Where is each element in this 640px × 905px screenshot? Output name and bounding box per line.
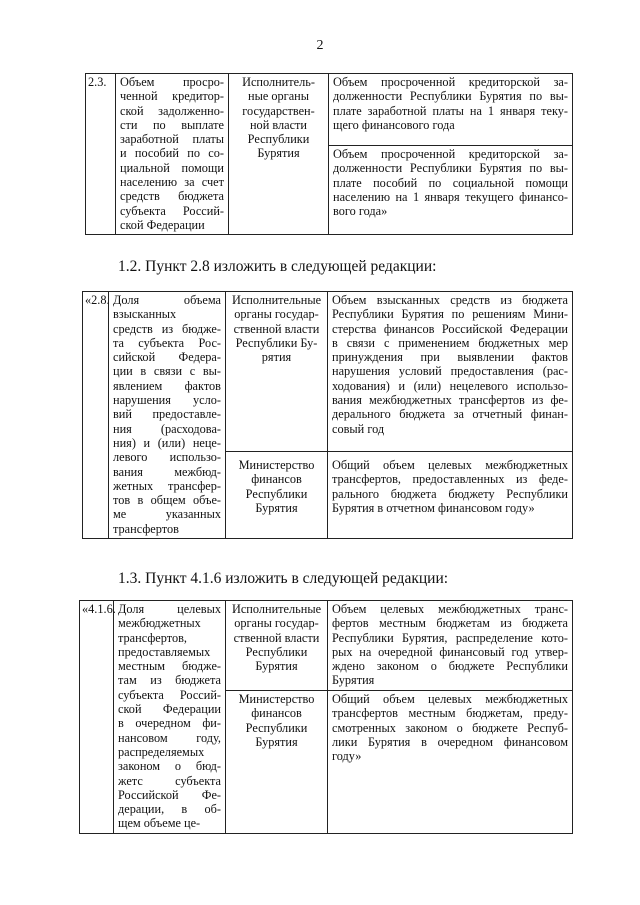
indicator-description: [329, 74, 573, 146]
text-line: Исполнительные: [231, 602, 322, 616]
text-line: вого года»: [333, 204, 388, 219]
text-line: Объем взысканных средств из бюджета: [332, 293, 568, 307]
text-line: в очередном фи-: [118, 716, 221, 731]
text-line: дерального бюджета за отчетный финан-: [332, 407, 568, 422]
text-line: финансов: [251, 472, 302, 487]
text-line: Республики Бурятия, распределение кото-: [332, 630, 568, 645]
text-line: в связи с применением бюджетных мер: [332, 335, 568, 350]
text-line: ской Федерации: [120, 217, 205, 232]
text-line: Исполнительные: [231, 293, 322, 307]
text-line: вания межбюд-: [113, 464, 221, 479]
text-line: щего финансового года: [333, 117, 455, 132]
section-heading: 1.2. Пункт 2.8 изложить в следующей редакции:: [118, 258, 437, 275]
text-line: Бурятия: [255, 734, 298, 749]
text-line: Бурятия: [257, 146, 300, 161]
text-line: ния (расходова-: [113, 421, 221, 436]
indicator-name: [114, 601, 226, 834]
table-item-4-1-6: [79, 600, 573, 834]
text-line: циальной помощи: [120, 160, 224, 175]
text-line: Объем просроченной кредиторской за-: [333, 147, 568, 162]
indicator-description: [328, 601, 573, 691]
text-line: лики Бурятия в очередном финансовом: [332, 734, 568, 749]
text-line: левого использо-: [113, 450, 221, 465]
text-line: смотренных законом о бюджете Респуб-: [332, 720, 568, 735]
text-line: межбюджетных: [118, 616, 201, 631]
page-number: 2: [316, 38, 324, 53]
text-line: Объем просроченной кредиторской за-: [333, 75, 568, 89]
text-line: взысканных: [113, 307, 177, 322]
text-line: ственной власти: [233, 630, 320, 645]
text-line: сти по выплате: [120, 117, 224, 132]
responsible-org: [226, 292, 328, 452]
text-line: та субъекта Рос-: [113, 335, 221, 350]
text-line: предоставляемых: [118, 644, 211, 659]
text-line: Российской Фе-: [118, 787, 221, 802]
indicator-name: [109, 292, 226, 539]
text-line: ственной власти: [233, 321, 320, 336]
text-line: субъекта Россий-: [120, 203, 224, 218]
text-line: ждено законом о бюджете Республики: [332, 659, 568, 674]
text-line: трансфертов: [113, 521, 179, 536]
text-line: Бурятия: [255, 500, 298, 515]
text-line: долженности Республики Бурятия по вы-: [333, 161, 568, 176]
text-line: ходования) и (или) нецелевого использо-: [332, 378, 568, 393]
text-line: и пособий по со-: [120, 146, 224, 161]
text-line: ченной кредитор-: [120, 89, 224, 104]
text-line: дерации, в об-: [118, 802, 221, 817]
text-line: распределяемых: [118, 744, 205, 759]
text-line: средств бюджета: [120, 189, 224, 204]
text-line: ния) и (или) неце-: [113, 435, 221, 450]
text-line: ные органы: [247, 89, 310, 104]
text-line: Исполнитель-: [242, 75, 315, 89]
item-number: [83, 292, 109, 539]
text-line: сийской Федера-: [113, 350, 221, 365]
table-item-2-3: [85, 73, 573, 235]
text-line: вания межбюджетных трансфертов из фе-: [332, 393, 568, 408]
text-line: жетных трансфер-: [113, 478, 221, 493]
indicator-description: [329, 146, 573, 235]
indicator-description: [328, 292, 573, 452]
text-line: нарушения условий предоставления (рас-: [332, 364, 568, 379]
text-line: органы государ-: [234, 616, 319, 631]
text-line: «4.1.6.: [82, 602, 116, 616]
text-line: трансфертов,: [118, 630, 187, 645]
text-line: Объем целевых межбюджетных транс-: [332, 602, 568, 616]
text-line: фертов местным бюджетам из бюджета: [332, 616, 568, 631]
text-line: Республики Бу-: [235, 335, 318, 350]
item-number: [86, 74, 116, 235]
indicator-name: [116, 74, 229, 235]
text-line: трансфертов местным бюджетам, преду-: [332, 706, 568, 721]
text-line: органы государ-: [234, 307, 319, 322]
responsible-org: [226, 691, 328, 834]
text-line: Республики: [245, 720, 308, 735]
text-line: рятия: [261, 350, 292, 365]
text-line: государствен-: [242, 103, 315, 118]
responsible-org: [226, 601, 328, 691]
text-line: Республики: [247, 132, 310, 147]
text-line: населению на 1 января текущего финансо-: [333, 190, 568, 205]
indicator-description: [328, 691, 573, 834]
text-line: нарушения усло-: [113, 393, 221, 408]
text-line: рального бюджета бюджету Республики: [332, 486, 568, 501]
text-line: ской задолженно-: [120, 103, 224, 118]
text-line: финансов: [251, 706, 302, 721]
text-line: Доля целевых: [118, 602, 221, 616]
table-item-2-8: [82, 291, 573, 539]
text-line: Доля объема: [113, 293, 221, 307]
text-line: нансовом году,: [118, 730, 221, 745]
text-line: там из бюджета: [118, 673, 221, 688]
text-line: плате пособий по социальной помощи: [333, 175, 568, 190]
text-line: средств из бюдже-: [113, 321, 221, 336]
text-line: Республики Бурятия по решениям Мини-: [332, 307, 568, 322]
responsible-org: [229, 74, 329, 235]
text-line: тов в общем объе-: [113, 493, 221, 508]
table-row: [83, 292, 573, 452]
text-line: Республики: [245, 486, 308, 501]
text-line: щем объеме це-: [118, 816, 201, 831]
text-line: ской Федерации: [118, 702, 221, 717]
text-line: жетс субъекта: [118, 773, 221, 788]
text-line: плате заработной платы на 1 января теку-: [333, 103, 568, 118]
text-line: субъекта Россий-: [118, 687, 221, 702]
text-line: рых на очередной финансовый год утвер-: [332, 644, 568, 659]
text-line: законом о бюд-: [118, 759, 221, 774]
text-line: ной власти: [249, 117, 308, 132]
section-heading: 1.3. Пункт 4.1.6 изложить в следующей редакции:: [118, 570, 449, 587]
text-line: трансфертов, предоставленных из феде-: [332, 472, 568, 487]
text-line: населению за счет: [120, 175, 224, 190]
text-line: принуждения при выявлении фактов: [332, 350, 568, 365]
text-line: вий предоставле-: [113, 407, 221, 422]
text-line: стерства финансов Российской Федерации: [332, 321, 568, 336]
text-line: Бурятия: [255, 659, 298, 674]
indicator-description: [328, 452, 573, 539]
text-line: Бурятия в отчетном финансовом году»: [332, 500, 535, 515]
text-line: Общий объем целевых межбюджетных: [332, 458, 568, 472]
text-line: заработной платы: [120, 132, 224, 147]
text-line: Объем просро-: [120, 75, 224, 89]
item-number: [80, 601, 114, 834]
text-line: Республики: [245, 644, 308, 659]
text-line: Министерство: [238, 692, 315, 706]
text-line: ции в связи с вы-: [113, 364, 221, 379]
text-line: местным бюдже-: [118, 659, 221, 674]
text-line: Министерство: [238, 458, 315, 472]
text-line: совый год: [332, 421, 385, 436]
text-line: ме указанных: [113, 507, 221, 522]
table-row: [86, 74, 573, 146]
text-line: долженности Республики Бурятия по вы-: [333, 89, 568, 104]
table-row: [80, 601, 573, 691]
text-line: Бурятия: [332, 673, 375, 688]
text-line: году»: [332, 749, 362, 764]
text-line: 2.3.: [88, 75, 107, 89]
text-line: Общий объем целевых межбюджетных: [332, 692, 568, 706]
text-line: явлением фактов: [113, 378, 221, 393]
text-line: «2.8.: [85, 293, 110, 307]
responsible-org: [226, 452, 328, 539]
